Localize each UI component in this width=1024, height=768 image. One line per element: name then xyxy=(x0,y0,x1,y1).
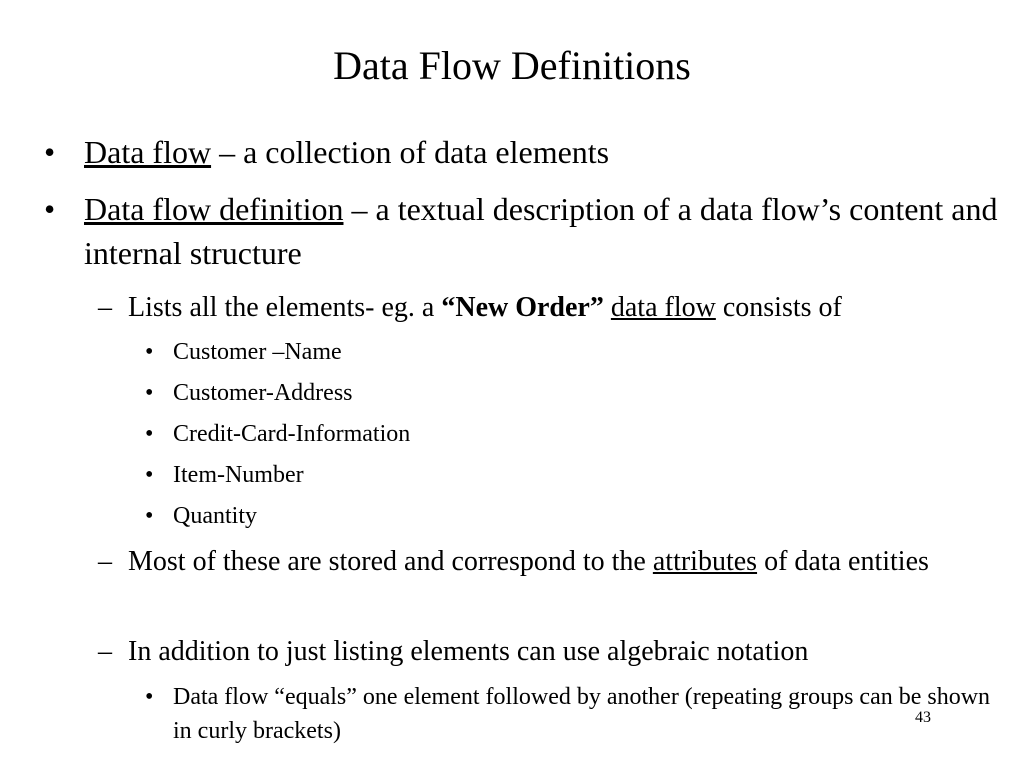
bullet-icon: • xyxy=(44,134,56,170)
bullet-icon: • xyxy=(145,462,154,488)
sub-bullet-stored-attributes xyxy=(128,541,1008,583)
list-item: Customer –Name xyxy=(173,339,342,365)
slide-title: Data Flow Definitions xyxy=(333,43,691,88)
dash-icon: – xyxy=(98,636,112,667)
bullet-icon: • xyxy=(145,503,154,529)
definition-text: – a collection of data elements xyxy=(211,134,610,170)
sub-bullet-lists-elements xyxy=(128,287,1008,329)
sub-bullet-text: Most of these are stored and correspond to the xyxy=(128,546,653,577)
dash-icon: – xyxy=(98,546,112,577)
sub-bullet-algebraic-notation: In addition to just listing elements can use algebraic notation xyxy=(128,636,809,667)
dash-icon: – xyxy=(98,292,112,323)
definition-text: – a textual description of a data flow’s content and internal structure xyxy=(84,191,998,271)
page-number: 43 xyxy=(915,709,931,726)
sub-bullet-text: of data entities xyxy=(757,546,929,577)
list-item: Data flow “equals” one element followed by another (repeating groups can be shown in curly brackets) xyxy=(173,684,991,744)
bullet-icon: • xyxy=(145,380,154,406)
term-data-flow: data flow xyxy=(610,292,716,323)
bullet-data-flow xyxy=(84,130,1014,174)
new-order-label: “New Order” xyxy=(441,292,604,323)
list-item: Quantity xyxy=(173,503,257,529)
sub-bullet-text: consists of xyxy=(715,292,842,323)
bullet-icon: • xyxy=(145,339,154,365)
bullet-icon: • xyxy=(145,421,154,447)
bullet-icon: • xyxy=(44,191,56,227)
spacer-text xyxy=(604,292,611,323)
term-attributes: attributes xyxy=(652,546,758,577)
list-item: Credit-Card-Information xyxy=(173,421,411,447)
term-data-flow-definition: Data flow definition xyxy=(84,191,344,227)
list-item: Item-Number xyxy=(173,462,304,488)
sub-bullet-text: Lists all the elements- eg. a xyxy=(128,292,442,323)
bullet-data-flow-definition xyxy=(84,187,1014,275)
bullet-icon: • xyxy=(145,684,154,710)
term-data-flow: Data flow xyxy=(84,134,212,170)
list-item: Customer-Address xyxy=(173,380,353,406)
